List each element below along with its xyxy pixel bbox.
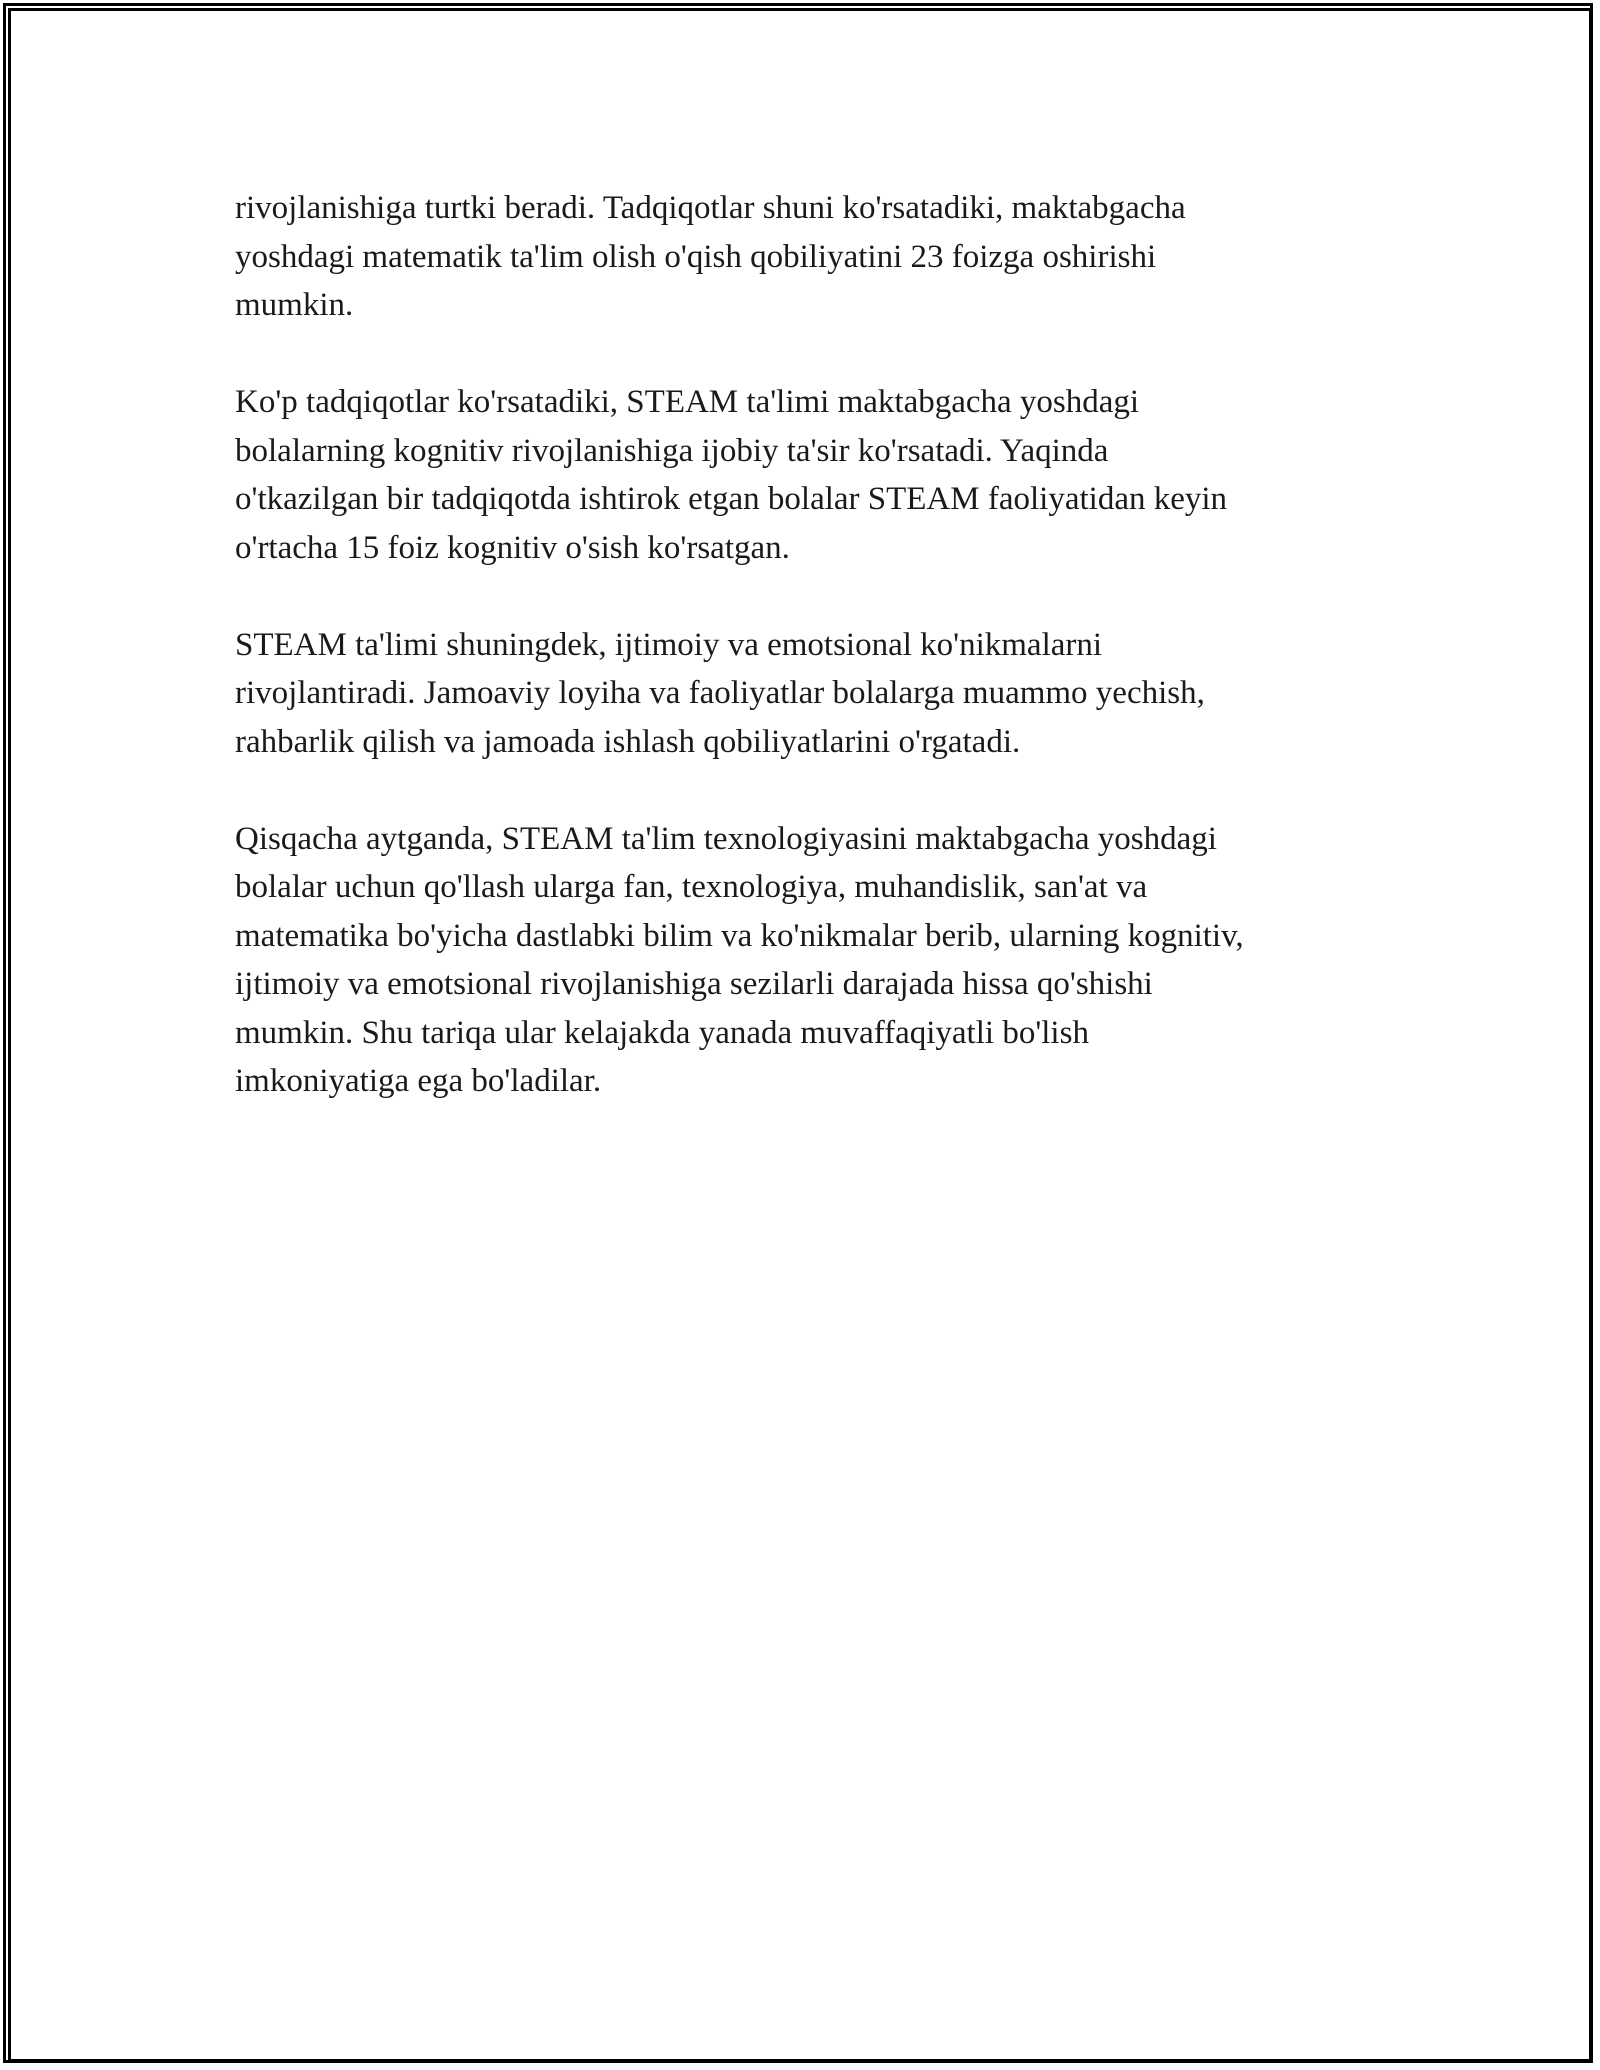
document-body	[235, 184, 1395, 1154]
text-line: rivojlanishiga turtki beradi. Tadqiqotlar shuni ko'rsatadiki, maktabgacha	[235, 190, 1186, 226]
text-line: o'rtacha 15 foiz kognitiv o'sish ko'rsatgan.	[235, 529, 790, 566]
text-line: imkoniyatiga ega bo'ladilar.	[235, 1063, 602, 1099]
text-line: mumkin. Shu tariqa ular kelajakda yanada muvaffaqiyatli bo'lish	[235, 1014, 1089, 1051]
text-line: o'tkazilgan bir tadqiqotda ishtirok etgan bolalar STEAM faoliyatidan keyin	[235, 481, 1228, 517]
paragraph-1	[235, 184, 1395, 330]
text-line: STEAM ta'limi shuningdek, ijtimoiy va emotsional ko'nikmalarni	[235, 626, 1103, 663]
text-line: rahbarlik qilish va jamoada ishlash qobiliyatlarini o'rgatadi.	[235, 723, 1021, 760]
paragraph-3	[235, 621, 1395, 767]
text-line: ijtimoiy va emotsional rivojlanishiga sezilarli darajada hissa qo'shishi	[235, 966, 1153, 1002]
text-line: bolalarning kognitiv rivojlanishiga ijobiy ta'sir ko'rsatadi. Yaqinda	[235, 432, 1109, 469]
text-line: Ko'p tadqiqotlar ko'rsatadiki, STEAM ta'limi maktabgacha yoshdagi	[235, 384, 1140, 420]
text-line: Qisqacha aytganda, STEAM ta'lim texnologiyasini maktabgacha yoshdagi	[235, 820, 1217, 857]
text-line: mumkin.	[235, 287, 354, 323]
paragraph-4	[235, 815, 1395, 1106]
text-line: yoshdagi matematik ta'lim olish o'qish qobiliyatini 23 foizga oshirishi	[235, 238, 1157, 275]
paragraph-2	[235, 378, 1395, 572]
text-line: rivojlantiradi. Jamoaviy loyiha va faoliyatlar bolalarga muammo yechish,	[235, 675, 1205, 711]
text-line: matematika bo'yicha dastlabki bilim va ko'nikmalar berib, ularning kognitiv,	[235, 917, 1244, 954]
text-line: bolalar uchun qo'llash ularga fan, texnologiya, muhandislik, san'at va	[235, 869, 1148, 905]
